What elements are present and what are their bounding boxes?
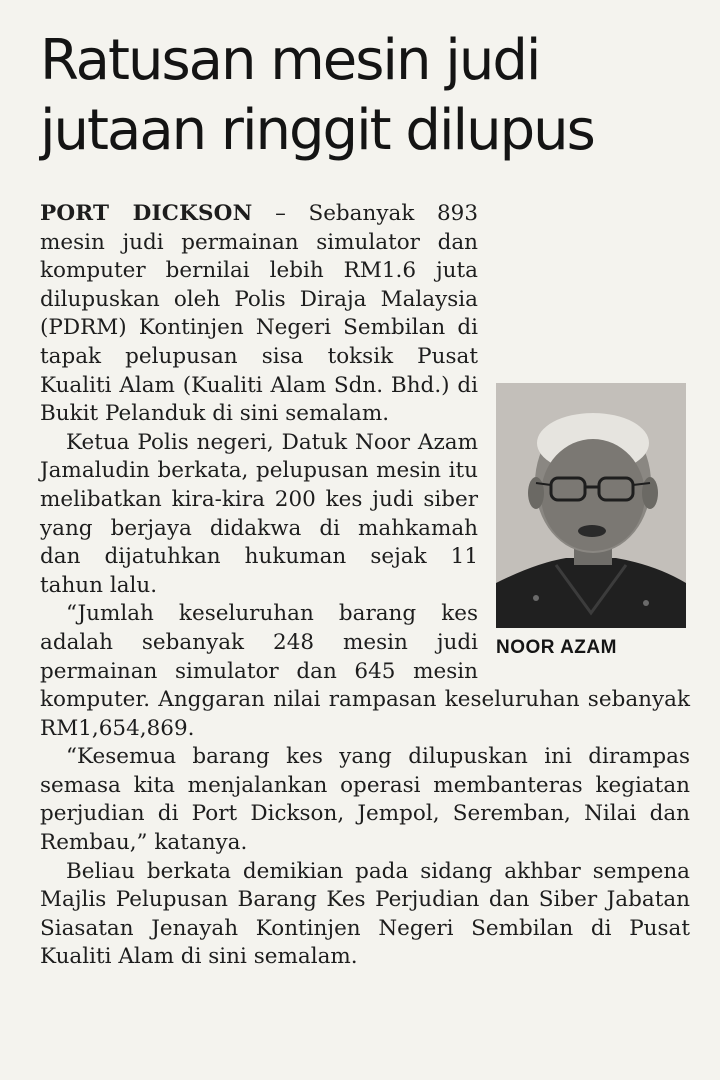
portrait-image [496, 383, 686, 628]
headline [40, 26, 700, 166]
paragraph-4: “Kesemua barang kes yang dilupuskan ini dirampas semasa kita menjalankan operasi membanteras kegiatan perjudian di Port Dickson, Jempol, Seremban, Nilai dan Rembau,” katanya. [40, 744, 690, 856]
headline-line-1: Ratusan mesin judi [40, 28, 540, 93]
headline-line-2: jutaan ringgit dilupus [40, 98, 594, 163]
dateline-dash: – [252, 201, 309, 226]
paragraph-2: Ketua Polis negeri, Datuk Noor Azam Jamaludin berkata, pelupusan mesin itu melibatkan kira-kira 200 kes judi siber yang berjaya didakwa di mahkamah dan dijatuhkan hukuman sejak 11 tahun lalu. [40, 429, 478, 598]
portrait-photo [496, 383, 686, 663]
article-body [40, 200, 690, 972]
paragraph-3: “Jumlah keseluruhan barang kes adalah sebanyak 248 mesin judi permainan simulator dan 645 mesin komputer. Anggaran nilai rampasan keseluruhan sebanyak RM1,654,869. [40, 601, 690, 741]
dateline: PORT DICKSON [40, 201, 253, 226]
paragraph-1-text: Sebanyak 893 mesin judi permainan simulator dan komputer bernilai lebih RM1.6 juta dilupuskan oleh Polis Diraja Malaysia (PDRM) Kontinjen Negeri Sembilan di tapak pelupusan sisa toksik Pusat Kualiti Alam (Kualiti Alam Sdn. Bhd.) di Bukit Pelanduk di sini semalam. [40, 201, 478, 427]
paragraph-5: Beliau berkata demikian pada sidang akhbar sempena Majlis Pelupusan Barang Kes Perjudian dan Siber Jabatan Siasatan Jenayah Kontinjen Negeri Sembilan di Pusat Kualiti Alam di sini semalam. [40, 858, 690, 970]
photo-caption: NOOR AZAM [496, 637, 617, 658]
